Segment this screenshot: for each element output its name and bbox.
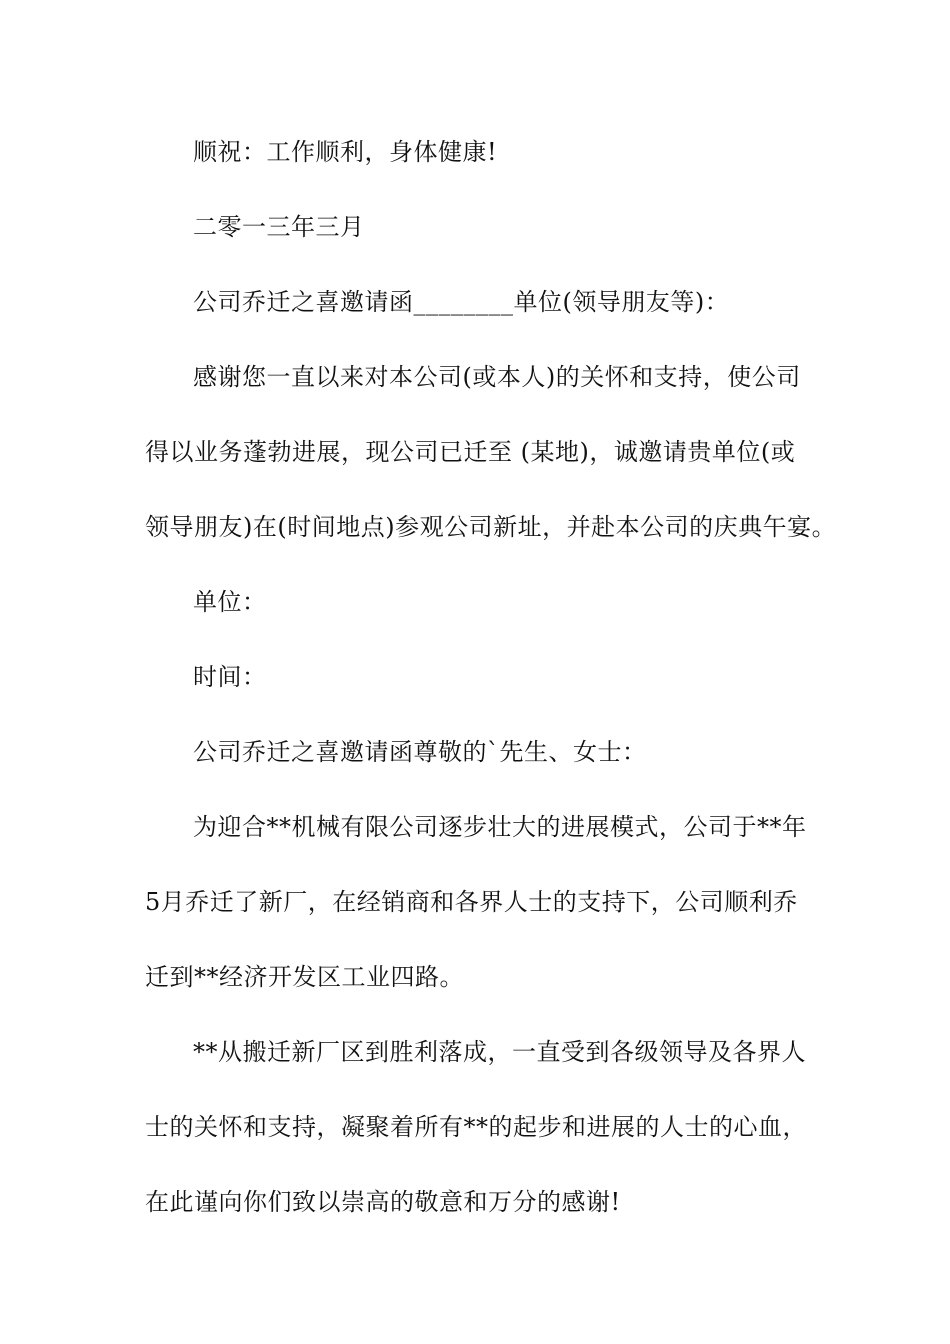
paragraph-3-line-3: 在此谨向你们致以崇高的敬意和万分的感谢! [145, 1188, 621, 1216]
paragraph-3-line-2: 士的关怀和支持，凝聚着所有**的起步和进展的人士的心血， [145, 1113, 807, 1141]
letter-heading-1: 公司乔迁之喜邀请函________单位(领导朋友等)： [193, 288, 730, 316]
paragraph-2-line-3: 迁到**经济开发区工业四路。 [145, 963, 464, 991]
date-line: 二零一三年三月 [193, 213, 365, 241]
letter-heading-2: 公司乔迁之喜邀请函尊敬的`先生、女士： [193, 738, 647, 766]
closing-wishes: 顺祝：工作顺利，身体健康! [193, 138, 498, 166]
paragraph-1-line-2: 得以业务蓬勃进展，现公司已迁至 (某地)，诚邀请贵单位(或 [145, 438, 796, 466]
paragraph-1-line-1: 感谢您一直以来对本公司(或本人)的关怀和支持，使公司 [193, 363, 801, 391]
unit-field: 单位： [193, 588, 267, 616]
paragraph-1-line-3: 领导朋友)在(时间地点)参观公司新址，并赴本公司的庆典午宴。 [145, 513, 837, 541]
paragraph-2-line-2: 5月乔迁了新厂，在经销商和各界人士的支持下，公司顺利乔 [145, 888, 798, 916]
paragraph-2-line-1: 为迎合**机械有限公司逐步壮大的进展模式，公司于**年 [193, 813, 807, 841]
time-field: 时间： [193, 663, 267, 691]
paragraph-3-line-1: **从搬迁新厂区到胜利落成，一直受到各级领导及各界人 [193, 1038, 806, 1066]
